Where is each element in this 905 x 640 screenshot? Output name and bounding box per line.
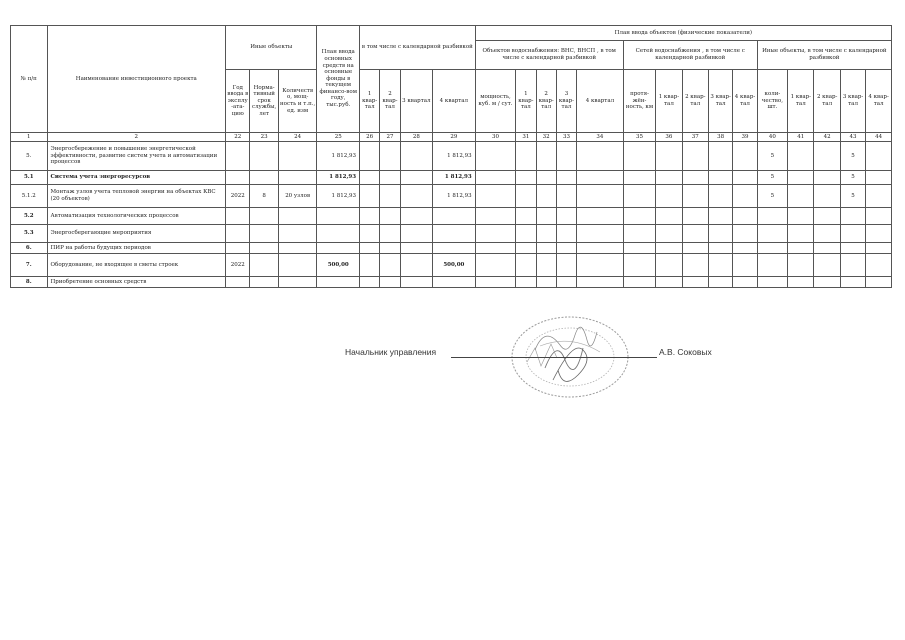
row-no: 5.2: [11, 208, 48, 225]
row-q3: [400, 142, 432, 171]
row-no: 7.: [11, 254, 48, 277]
header-capacity: мощность, куб. м / сут.: [475, 70, 516, 133]
empty-cell: [866, 277, 892, 288]
row-q2: [380, 142, 400, 171]
empty-cell: [556, 185, 576, 208]
empty-cell: [708, 142, 732, 171]
colnum: 1: [11, 133, 48, 142]
empty-cell: [400, 277, 432, 288]
row-count: 5: [757, 171, 787, 185]
empty-cell: [475, 171, 516, 185]
empty-cell: [516, 208, 536, 225]
colnum: 36: [656, 133, 682, 142]
empty-cell: [516, 185, 536, 208]
empty-cell: [708, 277, 732, 288]
empty-cell: [360, 277, 380, 288]
empty-cell: [623, 208, 655, 225]
header-length: протя-жён-ность, км: [623, 70, 655, 133]
header-water-objects: Объектов водоснабжения: ВНС, ВНСП , в том числе с календарной разбивкой: [475, 41, 623, 70]
header-water-networks: Сетей водоснабжения , в том числе с календарной разбивкой: [623, 41, 757, 70]
row-q3: [400, 185, 432, 208]
empty-cell: [788, 277, 814, 288]
colnum: 43: [840, 133, 865, 142]
empty-cell: [682, 254, 708, 277]
empty-cell: [250, 225, 278, 243]
header-nq1: 1 квар-тал: [656, 70, 682, 133]
empty-cell: [556, 171, 576, 185]
empty-cell: [788, 185, 814, 208]
empty-cell: [556, 277, 576, 288]
header-count: коли-чество, шт.: [757, 70, 787, 133]
header-oq2: 2 квар-тал: [814, 70, 840, 133]
row-norm: 8: [250, 185, 278, 208]
header-oq3: 3 квар-тал: [840, 70, 865, 133]
colnum: 35: [623, 133, 655, 142]
empty-cell: [475, 225, 516, 243]
empty-cell: [536, 171, 556, 185]
empty-cell: [536, 142, 556, 171]
empty-cell: [475, 243, 516, 254]
empty-cell: [400, 243, 432, 254]
row-norm: [250, 142, 278, 171]
row-no: 5.3: [11, 225, 48, 243]
empty-cell: [840, 254, 865, 277]
empty-cell: [733, 208, 757, 225]
header-wq3: 3 квар-тал: [556, 70, 576, 133]
table-row: [11, 171, 892, 185]
row-q1: [360, 185, 380, 208]
table-row: [11, 277, 892, 288]
empty-cell: [226, 277, 250, 288]
empty-cell: [577, 185, 624, 208]
investment-plan-table: [10, 25, 892, 288]
empty-cell: [433, 208, 476, 225]
empty-cell: [577, 277, 624, 288]
colnum: 2: [47, 133, 226, 142]
empty-cell: [814, 243, 840, 254]
empty-cell: [536, 225, 556, 243]
row-name: Система учета энергоресурсов: [47, 171, 226, 185]
table-row: [11, 142, 892, 171]
header-other-objects: Иные объекты: [226, 26, 317, 70]
empty-cell: [656, 208, 682, 225]
empty-cell: [788, 225, 814, 243]
header-qty: Количеств о, мощ-ность и т.п., ед. изм: [278, 70, 317, 133]
header-nq2: 2 квар-тал: [682, 70, 708, 133]
row-oq4: 5: [840, 142, 865, 171]
row-no: 8.: [11, 277, 48, 288]
empty-cell: [317, 243, 360, 254]
colnum: 39: [733, 133, 757, 142]
empty-cell: [733, 243, 757, 254]
empty-cell: [814, 171, 840, 185]
empty-cell: [840, 208, 865, 225]
row-no: 5.: [11, 142, 48, 171]
empty-cell: [866, 185, 892, 208]
row-no: 5.1: [11, 171, 48, 185]
row-q1: [360, 142, 380, 171]
empty-cell: [840, 243, 865, 254]
row-count: 5: [757, 142, 787, 171]
empty-cell: [682, 208, 708, 225]
empty-cell: [516, 225, 536, 243]
row-plan: 1 812,93: [317, 142, 360, 171]
row-year: [226, 171, 250, 185]
row-plan: 1 812,93: [317, 171, 360, 185]
row-q3: [400, 254, 432, 277]
header-oq1: 1 квар-тал: [788, 70, 814, 133]
row-q3: [400, 171, 432, 185]
empty-cell: [866, 208, 892, 225]
empty-cell: [536, 185, 556, 208]
empty-cell: [733, 185, 757, 208]
empty-cell: [623, 142, 655, 171]
header-calendar-split: в том числе с календарной разбивкой: [360, 26, 476, 70]
empty-cell: [814, 208, 840, 225]
empty-cell: [556, 243, 576, 254]
empty-cell: [516, 171, 536, 185]
header-nq3: 3 квар-тал: [708, 70, 732, 133]
row-q2: [380, 185, 400, 208]
row-oq4: 5: [840, 171, 865, 185]
row-q4: 1 812,93: [433, 142, 476, 171]
empty-cell: [577, 142, 624, 171]
empty-cell: [516, 243, 536, 254]
empty-cell: [380, 243, 400, 254]
colnum: 26: [360, 133, 380, 142]
colnum: 41: [788, 133, 814, 142]
empty-cell: [788, 254, 814, 277]
empty-cell: [866, 142, 892, 171]
empty-cell: [360, 208, 380, 225]
empty-cell: [380, 208, 400, 225]
empty-cell: [757, 243, 787, 254]
empty-cell: [475, 254, 516, 277]
row-year: 2022: [226, 185, 250, 208]
empty-cell: [682, 243, 708, 254]
empty-cell: [433, 225, 476, 243]
empty-cell: [623, 225, 655, 243]
row-oq4: 5: [840, 185, 865, 208]
header-wq2: 2 квар-тал: [536, 70, 556, 133]
header-wq1: 1 квар-тал: [516, 70, 536, 133]
empty-cell: [278, 208, 317, 225]
row-q2: [380, 254, 400, 277]
empty-cell: [757, 254, 787, 277]
header-plan-funds: План ввода основных средств на основные фонды в текущем финансо-вом году, тыс.руб.: [317, 26, 360, 133]
empty-cell: [250, 208, 278, 225]
row-qty: [278, 142, 317, 171]
colnum: 25: [317, 133, 360, 142]
empty-cell: [656, 243, 682, 254]
empty-cell: [556, 254, 576, 277]
empty-cell: [708, 225, 732, 243]
empty-cell: [380, 225, 400, 243]
empty-cell: [317, 208, 360, 225]
colnum: 24: [278, 133, 317, 142]
header-col-name: Наименование инвестиционного проекта: [47, 26, 226, 133]
empty-cell: [656, 142, 682, 171]
row-no: 5.1.2: [11, 185, 48, 208]
empty-cell: [682, 171, 708, 185]
row-plan: 1 812,93: [317, 185, 360, 208]
empty-cell: [656, 171, 682, 185]
empty-cell: [623, 171, 655, 185]
colnum: 38: [708, 133, 732, 142]
empty-cell: [400, 225, 432, 243]
row-q1: [360, 171, 380, 185]
row-qty: [278, 254, 317, 277]
colnum: 30: [475, 133, 516, 142]
empty-cell: [400, 208, 432, 225]
empty-cell: [733, 171, 757, 185]
table-row: [11, 254, 892, 277]
colnum: 31: [516, 133, 536, 142]
row-name: Автоматизация технологических процессов: [47, 208, 226, 225]
empty-cell: [656, 225, 682, 243]
row-q2: [380, 171, 400, 185]
header-q4: 4 квартал: [433, 70, 476, 133]
colnum: 44: [866, 133, 892, 142]
empty-cell: [682, 277, 708, 288]
empty-cell: [433, 277, 476, 288]
colnum: 22: [226, 133, 250, 142]
empty-cell: [757, 208, 787, 225]
header-nq4: 4 квар-тал: [733, 70, 757, 133]
empty-cell: [814, 142, 840, 171]
empty-cell: [708, 208, 732, 225]
empty-cell: [536, 277, 556, 288]
empty-cell: [536, 243, 556, 254]
row-name: Энергосбережение и повышение энергетической эффективности, развитие систем учета и автоматизации процессов: [47, 142, 226, 171]
row-qty: 20 узлов: [278, 185, 317, 208]
empty-cell: [814, 185, 840, 208]
header-wq4: 4 квартал: [577, 70, 624, 133]
empty-cell: [317, 225, 360, 243]
empty-cell: [656, 277, 682, 288]
empty-cell: [733, 254, 757, 277]
table-row: [11, 185, 892, 208]
empty-cell: [250, 243, 278, 254]
empty-cell: [866, 225, 892, 243]
colnum: 34: [577, 133, 624, 142]
row-name: Энергосберегающие мероприятия: [47, 225, 226, 243]
row-qty: [278, 171, 317, 185]
empty-cell: [708, 185, 732, 208]
colnum: 23: [250, 133, 278, 142]
empty-cell: [516, 277, 536, 288]
colnum: 42: [814, 133, 840, 142]
empty-cell: [577, 208, 624, 225]
row-norm: [250, 254, 278, 277]
colnum: 27: [380, 133, 400, 142]
signature-title: Начальник управления: [345, 347, 437, 357]
header-other-objects-cal: Иные объекты, в том числе с календарной разбивкой: [757, 41, 891, 70]
header-norm: Норма-тивный срок службы, лет: [250, 70, 278, 133]
empty-cell: [623, 243, 655, 254]
row-q1: [360, 254, 380, 277]
empty-cell: [556, 208, 576, 225]
empty-cell: [708, 171, 732, 185]
header-q3: 3 квартал: [400, 70, 432, 133]
row-name: Монтаж узлов учета тепловой энергии на объектах КВС (20 объектов): [47, 185, 226, 208]
empty-cell: [516, 142, 536, 171]
colnum: 28: [400, 133, 432, 142]
empty-cell: [250, 277, 278, 288]
empty-cell: [682, 225, 708, 243]
empty-cell: [866, 171, 892, 185]
empty-cell: [682, 142, 708, 171]
header-year: Год ввода в эксплу-ата-цию: [226, 70, 250, 133]
empty-cell: [577, 225, 624, 243]
colnum: 40: [757, 133, 787, 142]
table-row: [11, 208, 892, 225]
empty-cell: [656, 254, 682, 277]
empty-cell: [623, 185, 655, 208]
empty-cell: [556, 142, 576, 171]
colnum: 32: [536, 133, 556, 142]
header-q2: 2 квар-тал: [380, 70, 400, 133]
empty-cell: [814, 277, 840, 288]
empty-cell: [577, 171, 624, 185]
empty-cell: [623, 254, 655, 277]
row-year: 2022: [226, 254, 250, 277]
empty-cell: [814, 254, 840, 277]
header-plan-phys: План ввода объектов (физические показатели): [475, 26, 891, 41]
table-row: [11, 225, 892, 243]
empty-cell: [682, 185, 708, 208]
empty-cell: [278, 225, 317, 243]
empty-cell: [577, 243, 624, 254]
empty-cell: [278, 277, 317, 288]
row-q4: 1 812,93: [433, 185, 476, 208]
empty-cell: [708, 243, 732, 254]
empty-cell: [733, 225, 757, 243]
empty-cell: [317, 277, 360, 288]
empty-cell: [475, 185, 516, 208]
empty-cell: [536, 254, 556, 277]
empty-cell: [757, 225, 787, 243]
empty-cell: [475, 208, 516, 225]
empty-cell: [226, 243, 250, 254]
row-year: [226, 142, 250, 171]
signature-rule: [451, 357, 657, 358]
row-norm: [250, 171, 278, 185]
header-q1: 1 квар-тал: [360, 70, 380, 133]
header-oq4: 4 квар-тал: [866, 70, 892, 133]
empty-cell: [475, 142, 516, 171]
empty-cell: [733, 277, 757, 288]
colnum: 29: [433, 133, 476, 142]
row-name: ПИР на работы будущих периодов: [47, 243, 226, 254]
empty-cell: [840, 225, 865, 243]
empty-cell: [788, 208, 814, 225]
empty-cell: [788, 171, 814, 185]
empty-cell: [536, 208, 556, 225]
signature-name: А.В. Соковых: [659, 347, 712, 357]
row-name: Приобретение основных средств: [47, 277, 226, 288]
row-no: 6.: [11, 243, 48, 254]
empty-cell: [840, 277, 865, 288]
empty-cell: [757, 277, 787, 288]
empty-cell: [814, 225, 840, 243]
signature-block: [345, 347, 745, 361]
row-q4: 500,00: [433, 254, 476, 277]
empty-cell: [380, 277, 400, 288]
row-count: 5: [757, 185, 787, 208]
header-col-no: № п/п: [11, 26, 48, 133]
empty-cell: [433, 243, 476, 254]
empty-cell: [360, 243, 380, 254]
empty-cell: [516, 254, 536, 277]
empty-cell: [788, 243, 814, 254]
row-q4: 1 812,93: [433, 171, 476, 185]
empty-cell: [475, 277, 516, 288]
table-row: [11, 243, 892, 254]
row-name: Оборудование, не входящее в сметы строек: [47, 254, 226, 277]
empty-cell: [708, 254, 732, 277]
empty-cell: [278, 243, 317, 254]
row-plan: 500,00: [317, 254, 360, 277]
empty-cell: [577, 254, 624, 277]
empty-cell: [556, 225, 576, 243]
empty-cell: [866, 254, 892, 277]
empty-cell: [226, 208, 250, 225]
colnum: 37: [682, 133, 708, 142]
empty-cell: [656, 185, 682, 208]
empty-cell: [866, 243, 892, 254]
empty-cell: [788, 142, 814, 171]
empty-cell: [733, 142, 757, 171]
empty-cell: [360, 225, 380, 243]
colnum: 33: [556, 133, 576, 142]
empty-cell: [623, 277, 655, 288]
empty-cell: [226, 225, 250, 243]
